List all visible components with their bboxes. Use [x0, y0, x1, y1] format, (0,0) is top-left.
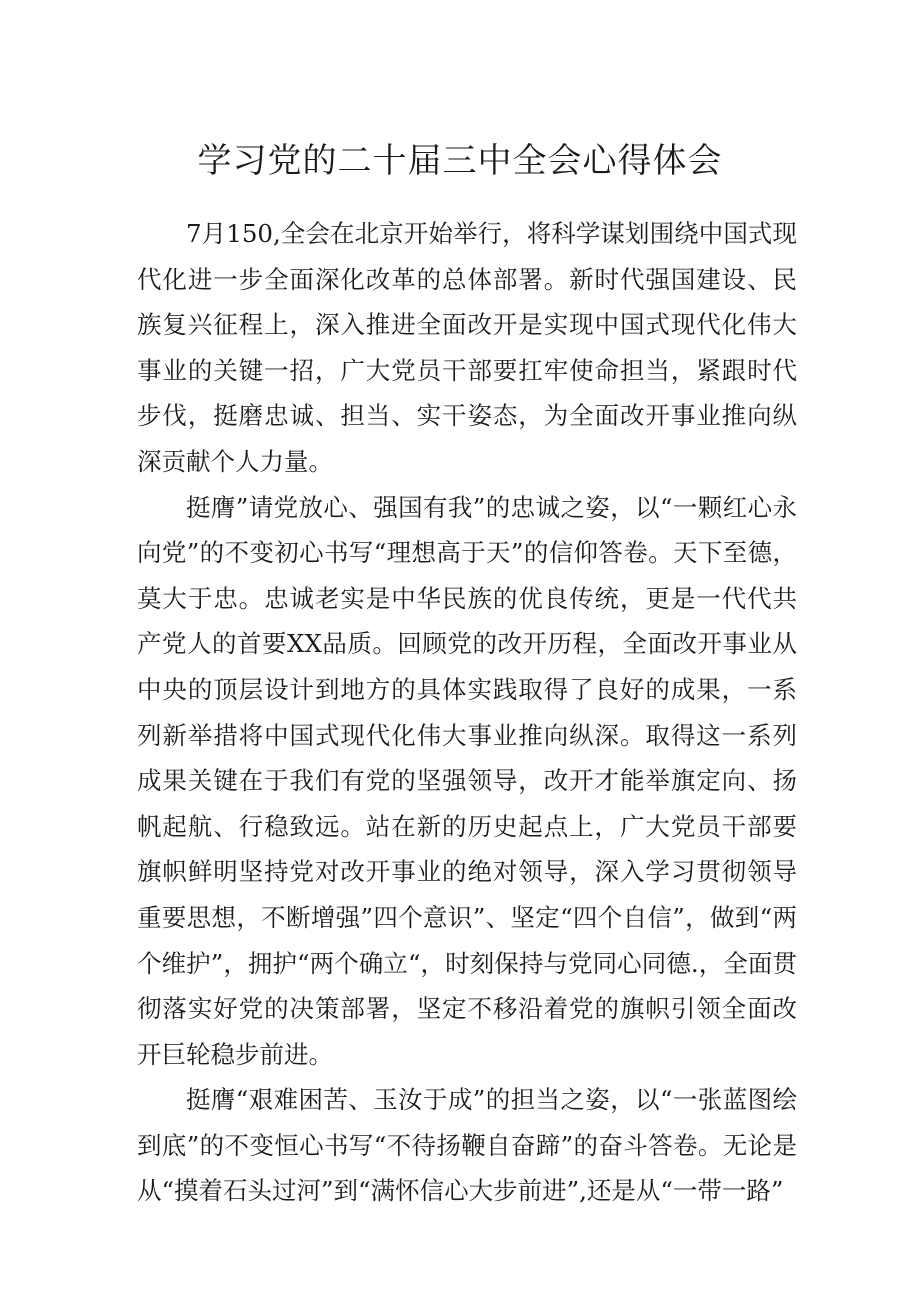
document-title: 学习党的二十届三中全会心得体会 [197, 140, 723, 181]
paragraph-3: 挺膺“艰难困苦、玉汝于成”的担当之姿，以“一张蓝图绘到底”的不变恒心书写“不待扬鞭自奋蹄”的奋斗答卷。无论是从“摸着石头过河”到“满怀信心大步前进”,还是从“一带一路” [137, 1085, 797, 1206]
paragraph-1: 7月150,全会在北京开始举行，将科学谋划围绕中国式现代化进一步全面深化改革的总体部署。新时代强国建设、民族复兴征程上，深入推进全面改开是实现中国式现代化伟大事业的关键一招，广大党员干部要扛牢使命担当，紧跟时代步伐，挺磨忠诚、担当、实干姿态，为全面改开事业推向纵深贡献个人力量。 [137, 219, 797, 476]
paragraph-2: 挺膺”请党放心、强国有我”的忠诚之姿，以“一颗红心永向党”的不变初心书写“理想高于天”的信仰答卷。天下至德，莫大于忠。忠诚老实是中华民族的优良传统，更是一代代共产党人的首要XX品质。回顾党的改开历程，全面改开事业从中央的顶层设计到地方的具体实践取得了良好的成果，一系列新举措将中国式现代化伟大事业推向纵深。取得这一系列成果关键在于我们有党的坚强领导，改开才能举旗定向、扬帆起航、行稳致远。站在新的历史起点上，广大党员干部要旗帜鲜明坚持党对改开事业的绝对领导，深入学习贯彻领导重要思想，不断增强”四个意识”、坚定“四个自信”，做到“两个维护”，拥护“两个确立“，时刻保持与党同心同德.，全面贯彻落实好党的决策部署，坚定不移沿着党的旗帜引领全面改开巨轮稳步前进。 [137, 492, 797, 1069]
document-body [137, 211, 797, 1214]
